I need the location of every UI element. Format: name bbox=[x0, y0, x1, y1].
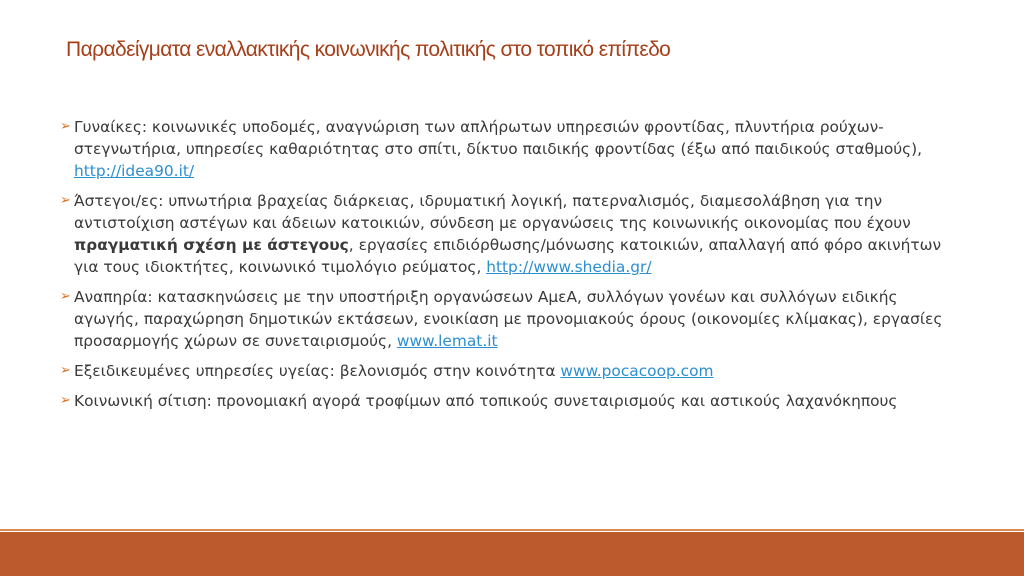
bullet-text-after: , εργασίες επιδιόρθωσης/μόνωσης κατοικιών, απαλλαγή από φόρο ακινήτων για τους ιδιοκτήτες, κοινωνικό τιμολόγιο ρεύματος, bbox=[74, 236, 942, 276]
bullet-text: Άστεγοι/ες: υπνωτήρια βραχείας διάρκειας, ιδρυματική λογική, πατερναλισμός, διαμεσολάβηση για την αντιστοίχιση αστέγων και άδειων κατοικιών, σύνδεση με οργανώσεις της κοινωνικής οικονομίας που έχουν bbox=[74, 192, 911, 232]
link-idea90[interactable]: http://idea90.it/ bbox=[74, 162, 195, 180]
slide-title: Παραδείγματα εναλλακτικής κοινωνικής πολιτικής στο τοπικό επίπεδο bbox=[66, 38, 671, 61]
footer-band bbox=[0, 532, 1024, 576]
bullet-disability bbox=[60, 286, 960, 352]
arrow-bullet-icon: ➢ bbox=[60, 193, 71, 208]
arrow-bullet-icon: ➢ bbox=[60, 363, 71, 378]
arrow-bullet-icon: ➢ bbox=[60, 119, 71, 134]
bullet-food bbox=[60, 390, 960, 412]
arrow-bullet-icon: ➢ bbox=[60, 393, 71, 408]
arrow-bullet-icon: ➢ bbox=[60, 289, 71, 304]
link-shedia[interactable]: http://www.shedia.gr/ bbox=[486, 258, 652, 276]
bullet-text: Γυναίκες: κοινωνικές υποδομές, αναγνώριση των απλήρωτων υπηρεσιών φροντίδας, πλυντήρια ρούχων-στεγνωτήρια, υπηρεσίες καθαριότητας στο σπίτι, δίκτυο παιδικής φροντίδας (έξω από παιδικούς σταθμούς), bbox=[74, 118, 923, 158]
bullet-health bbox=[60, 360, 960, 382]
bullet-bold-text: πραγματική σχέση με άστεγους bbox=[74, 236, 349, 254]
link-lemat[interactable]: www.lemat.it bbox=[396, 332, 498, 350]
link-pocacoop[interactable]: www.pocacoop.com bbox=[560, 362, 714, 380]
footer-divider bbox=[0, 529, 1024, 531]
bullet-list bbox=[60, 116, 960, 420]
bullet-homeless bbox=[60, 190, 960, 278]
bullet-text: Αναπηρία: κατασκηνώσεις με την υποστήριξη οργανώσεων ΑμεΑ, συλλόγων γονέων και συλλόγων ειδικής αγωγής, παραχώρηση δημοτικών εκτάσεων, ενοικίαση με προνομιακούς όρους (οικονομίες κλίμακας), εργασίες προσαρμογής χώρων σε συνεταιρισμούς, bbox=[74, 288, 943, 350]
bullet-text: Κοινωνική σίτιση: προνομιακή αγορά τροφίμων από τοπικούς συνεταιρισμούς και αστικούς λαχανόκηπους bbox=[74, 392, 898, 410]
bullet-text: Εξειδικευμένες υπηρεσίες υγείας: βελονισμός στην κοινότητα bbox=[74, 362, 561, 380]
bullet-women bbox=[60, 116, 960, 182]
